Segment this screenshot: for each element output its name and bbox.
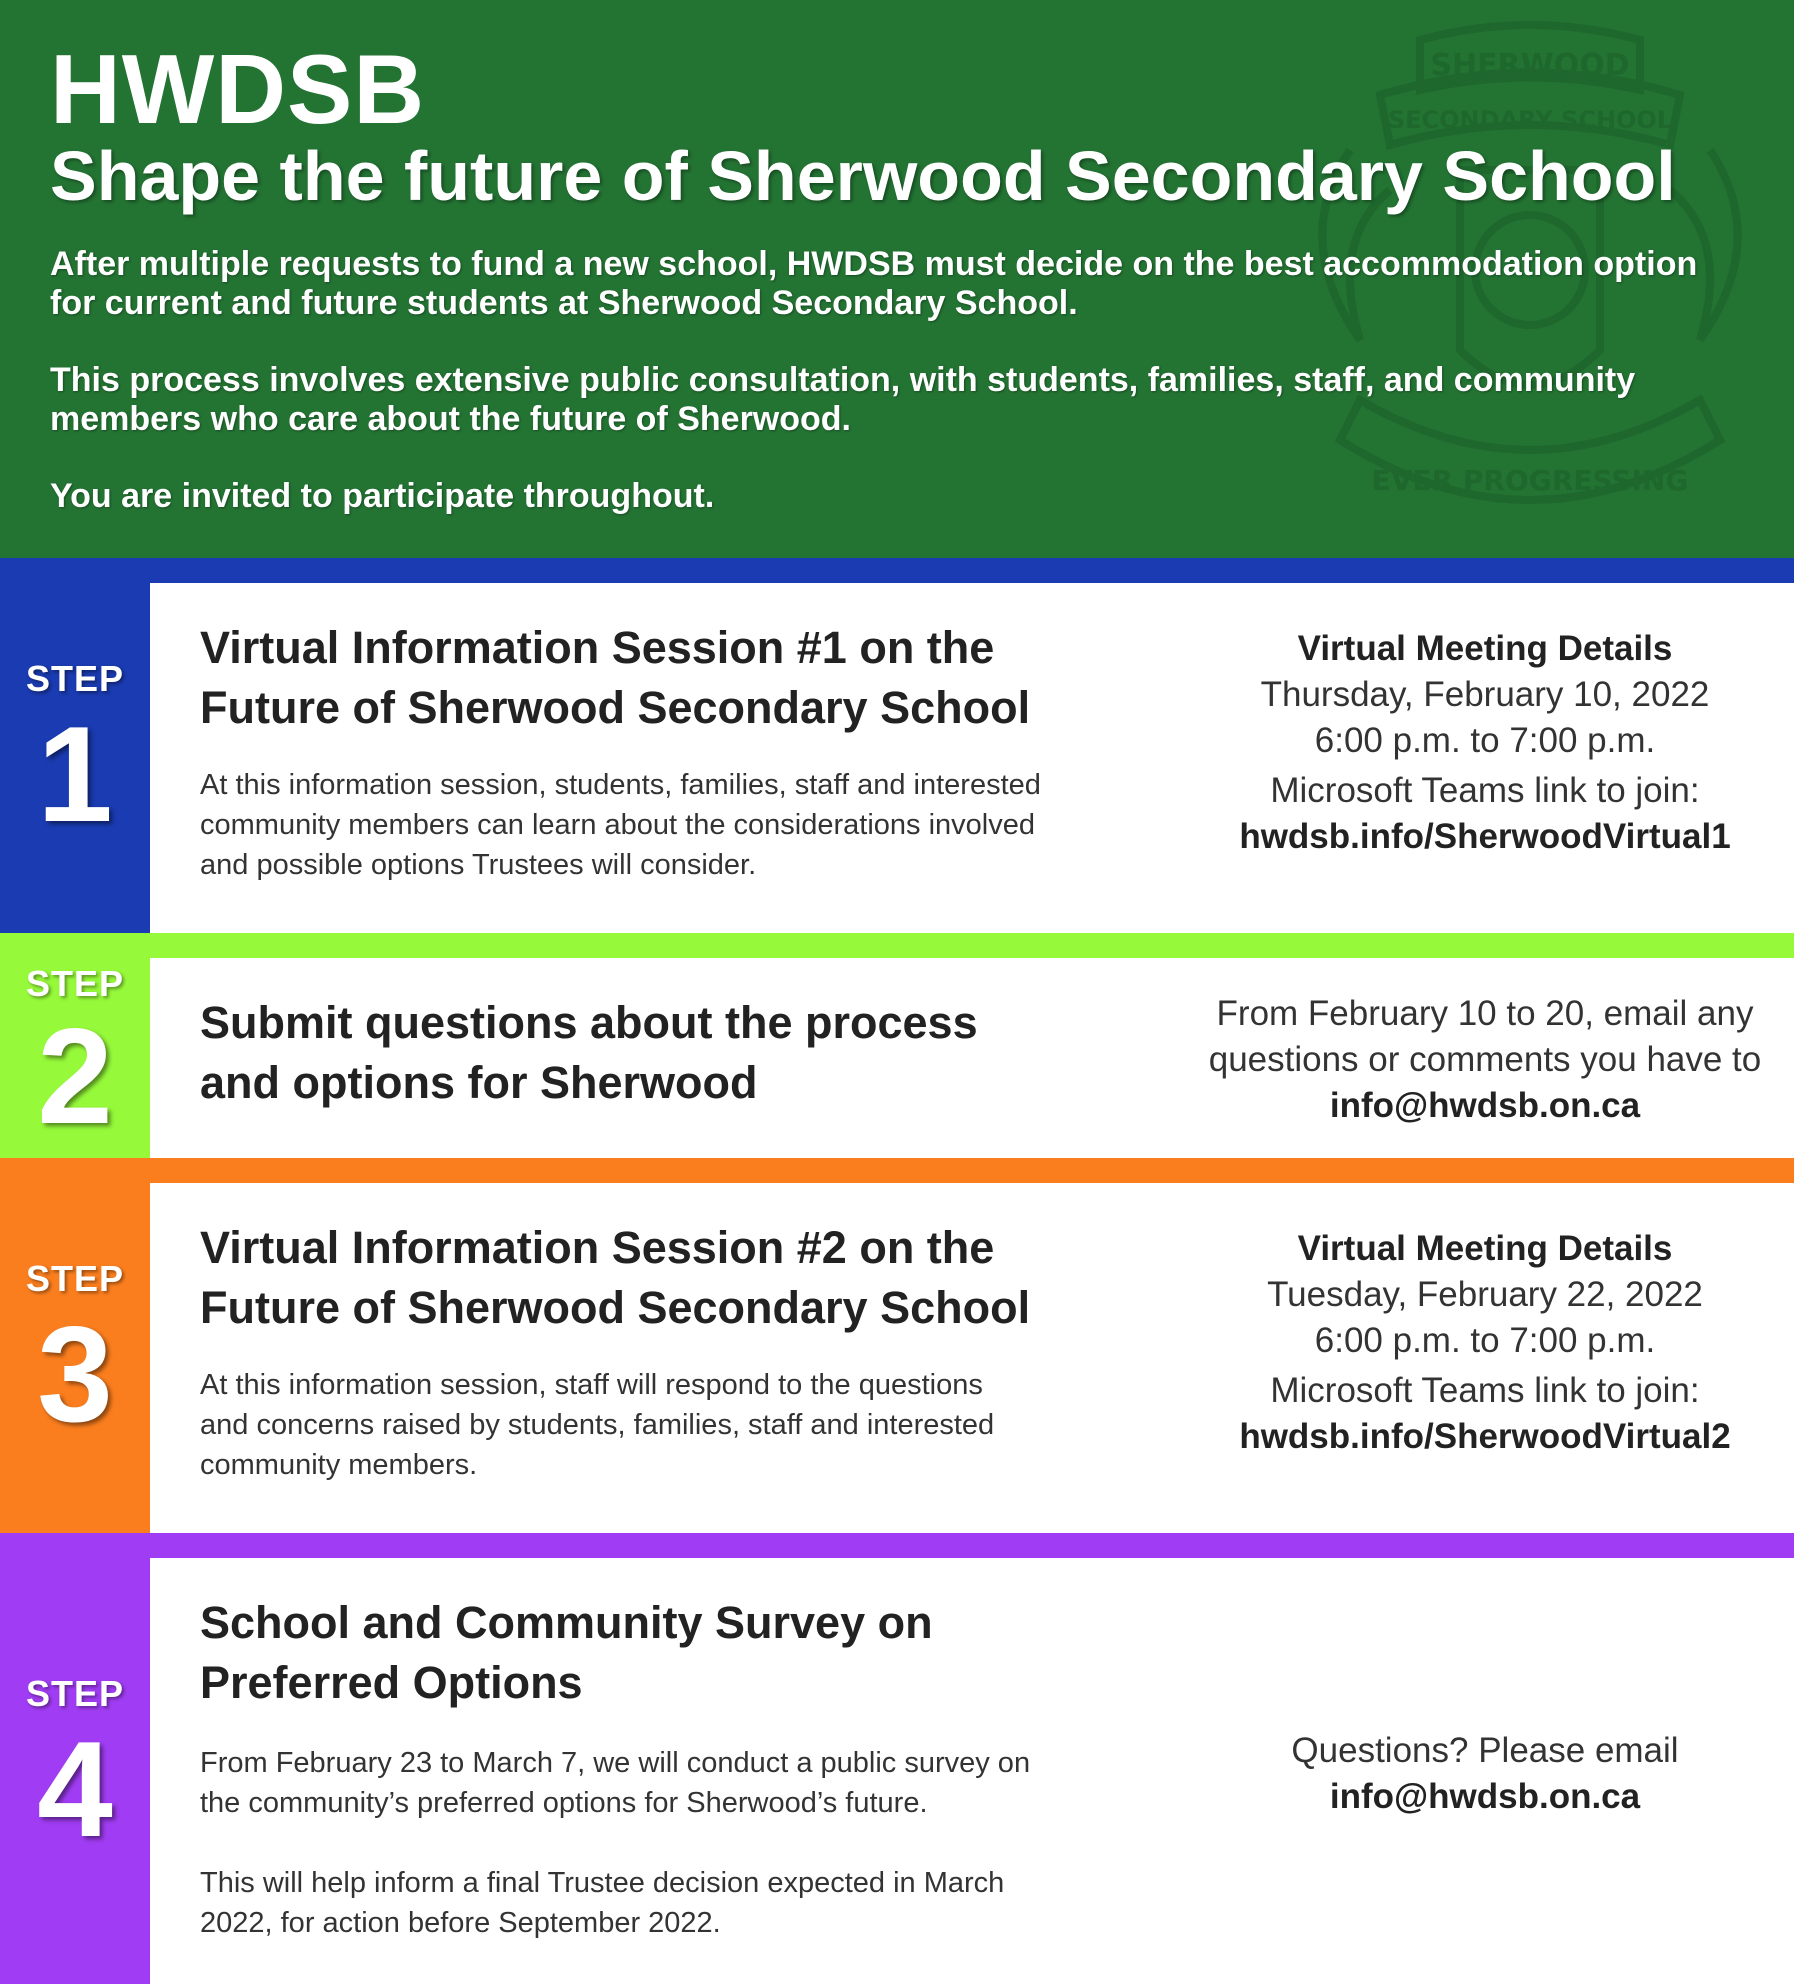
teams-link[interactable]: hwdsb.info/SherwoodVirtual1 <box>1239 817 1731 856</box>
step-3-color-bar <box>150 1158 1794 1183</box>
info-line: Questions? Please email <box>1291 1731 1679 1770</box>
step-1-content <box>150 583 1794 933</box>
step-number: 1 <box>37 698 113 850</box>
step-3-title <box>200 1218 1030 1338</box>
body-line: From February 23 to March 7, we will conduct a public survey on <box>200 1747 1031 1779</box>
step-3-description <box>200 1365 994 1485</box>
contact-email[interactable]: info@hwdsb.on.ca <box>1329 1086 1641 1125</box>
crest-middle-text: SECONDARY SCHOOL <box>1387 106 1673 134</box>
title-line: Virtual Information Session #2 on the <box>200 1222 995 1273</box>
step-number: 3 <box>37 1298 113 1450</box>
step-4-content <box>150 1558 1794 1984</box>
contact-email[interactable]: info@hwdsb.on.ca <box>1329 1777 1641 1816</box>
step-2-content <box>150 958 1794 1158</box>
step-1-section <box>0 558 1794 933</box>
meeting-details-heading: Virtual Meeting Details <box>1297 629 1673 668</box>
step-2-title <box>200 993 978 1113</box>
org-name: HWDSB <box>50 34 426 144</box>
info-line: questions or comments you have to <box>1208 1040 1762 1079</box>
headline: Shape the future of Sherwood Secondary School <box>50 137 1676 215</box>
title-line: Virtual Information Session #1 on the <box>200 622 995 673</box>
body-line: and concerns raised by students, families, staff and interested <box>200 1409 995 1441</box>
meeting-time: 6:00 p.m. to 7:00 p.m. <box>1314 721 1656 760</box>
step-3-content <box>150 1183 1794 1533</box>
body-line: At this information session, students, families, staff and interested <box>200 769 1041 801</box>
meeting-details-heading: Virtual Meeting Details <box>1297 1229 1673 1268</box>
intro-paragraph-1: After multiple requests to fund a new school, HWDSB must decide on the best accommodation option for current and future students at Sherwood Secondary School. <box>50 245 1698 322</box>
step-1-color-bar <box>150 558 1794 583</box>
body-line: This will help inform a final Trustee decision expected in March <box>200 1867 1005 1899</box>
step-4-title <box>200 1593 933 1713</box>
step-4-contact <box>1180 1728 1790 1820</box>
body-line: community members. <box>200 1449 478 1481</box>
crest-bottom-text: EVER PROGRESSING <box>1371 464 1689 497</box>
step-3-tab <box>0 1158 150 1533</box>
step-2-email-info <box>1180 991 1790 1129</box>
title-line: Submit questions about the process <box>200 997 978 1048</box>
body-line: and possible options Trustees will consider. <box>200 849 757 881</box>
step-label: STEP <box>25 1673 125 1714</box>
teams-link-label: Microsoft Teams link to join: <box>1270 1371 1700 1410</box>
step-2-section <box>0 933 1794 1158</box>
meeting-date: Tuesday, February 22, 2022 <box>1267 1275 1703 1314</box>
info-line: From February 10 to 20, email any <box>1216 994 1754 1033</box>
meeting-date: Thursday, February 10, 2022 <box>1260 675 1710 714</box>
header-banner <box>0 0 1794 558</box>
body-line: the community’s preferred options for Sherwood’s future. <box>200 1787 928 1819</box>
title-line: Preferred Options <box>200 1657 583 1708</box>
teams-link[interactable]: hwdsb.info/SherwoodVirtual2 <box>1239 1417 1731 1456</box>
step-2-color-bar <box>150 933 1794 958</box>
step-label: STEP <box>25 658 125 699</box>
step-label: STEP <box>25 1258 125 1299</box>
title-line: and options for Sherwood <box>200 1057 758 1108</box>
step-number: 4 <box>37 1713 113 1865</box>
intro-paragraph-3: You are invited to participate throughout. <box>50 477 715 515</box>
step-1-tab <box>0 558 150 933</box>
step-3-section <box>0 1158 1794 1533</box>
step-4-tab <box>0 1533 150 1984</box>
step-3-meeting-details <box>1180 1226 1790 1460</box>
step-1-meeting-details <box>1180 626 1790 860</box>
body-line: At this information session, staff will respond to the questions <box>200 1369 983 1401</box>
step-label: STEP <box>25 963 125 1004</box>
step-1-title <box>200 618 1030 738</box>
step-1-description <box>200 765 1041 885</box>
title-line: Future of Sherwood Secondary School <box>200 1282 1031 1333</box>
body-line: community members can learn about the considerations involved <box>200 809 1035 841</box>
step-4-color-bar <box>150 1533 1794 1558</box>
title-line: Future of Sherwood Secondary School <box>200 682 1031 733</box>
step-2-tab <box>0 933 150 1158</box>
meeting-time: 6:00 p.m. to 7:00 p.m. <box>1314 1321 1656 1360</box>
crest-top-text: SHERWOOD <box>1430 48 1630 83</box>
step-4-section <box>0 1533 1794 1984</box>
step-4-description <box>200 1743 1030 1823</box>
step-number: 2 <box>37 1000 113 1152</box>
teams-link-label: Microsoft Teams link to join: <box>1270 771 1700 810</box>
title-line: School and Community Survey on <box>200 1597 933 1648</box>
step-4-decision-note <box>200 1863 1004 1943</box>
body-line: 2022, for action before September 2022. <box>200 1907 721 1939</box>
intro-paragraph-2: This process involves extensive public consultation, with students, families, staff, and community members who care about the future of Sherwood. <box>50 361 1636 438</box>
